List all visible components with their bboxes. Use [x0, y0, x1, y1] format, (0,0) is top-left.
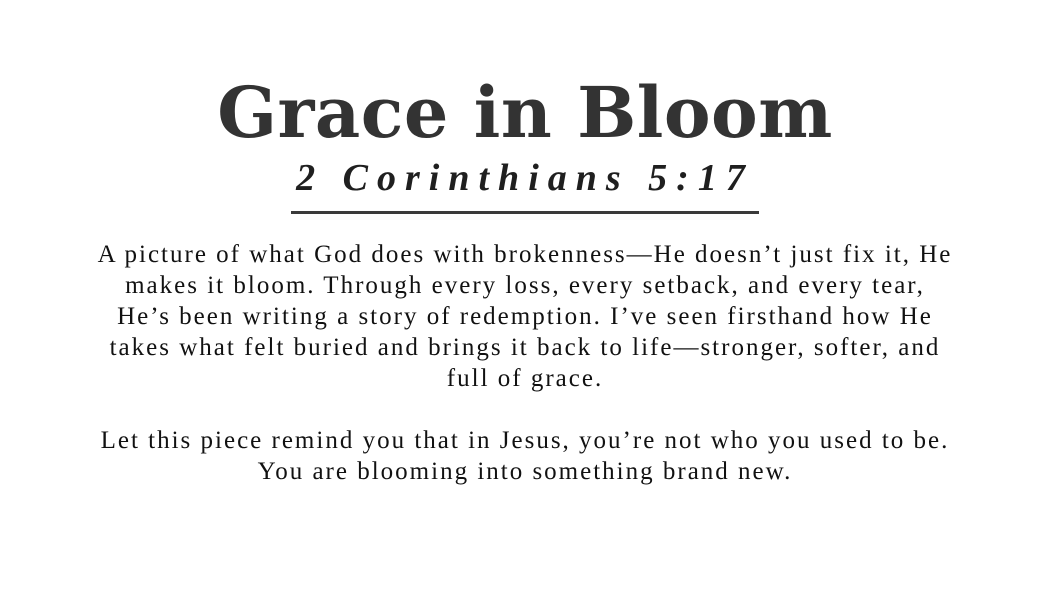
body-paragraph-1: A picture of what God does with brokenness—He doesn’t just fix it, He makes it bloom. Through every loss, every setback, and every tear, He’s been writing a story of redemption. I’ve seen firsthand how He takes what felt buried and brings it back to life—stronger, softer, and full of grace. — [97, 241, 953, 392]
divider-line — [291, 211, 759, 214]
card-body — [95, 239, 955, 487]
body-paragraph-2: Let this piece remind you that in Jesus, you’re not who you used to be. You are blooming into something brand new. — [100, 427, 950, 485]
card-title: Grace in Bloom — [217, 71, 833, 154]
verse-reference: 2 Corinthians 5:17 — [296, 157, 754, 199]
